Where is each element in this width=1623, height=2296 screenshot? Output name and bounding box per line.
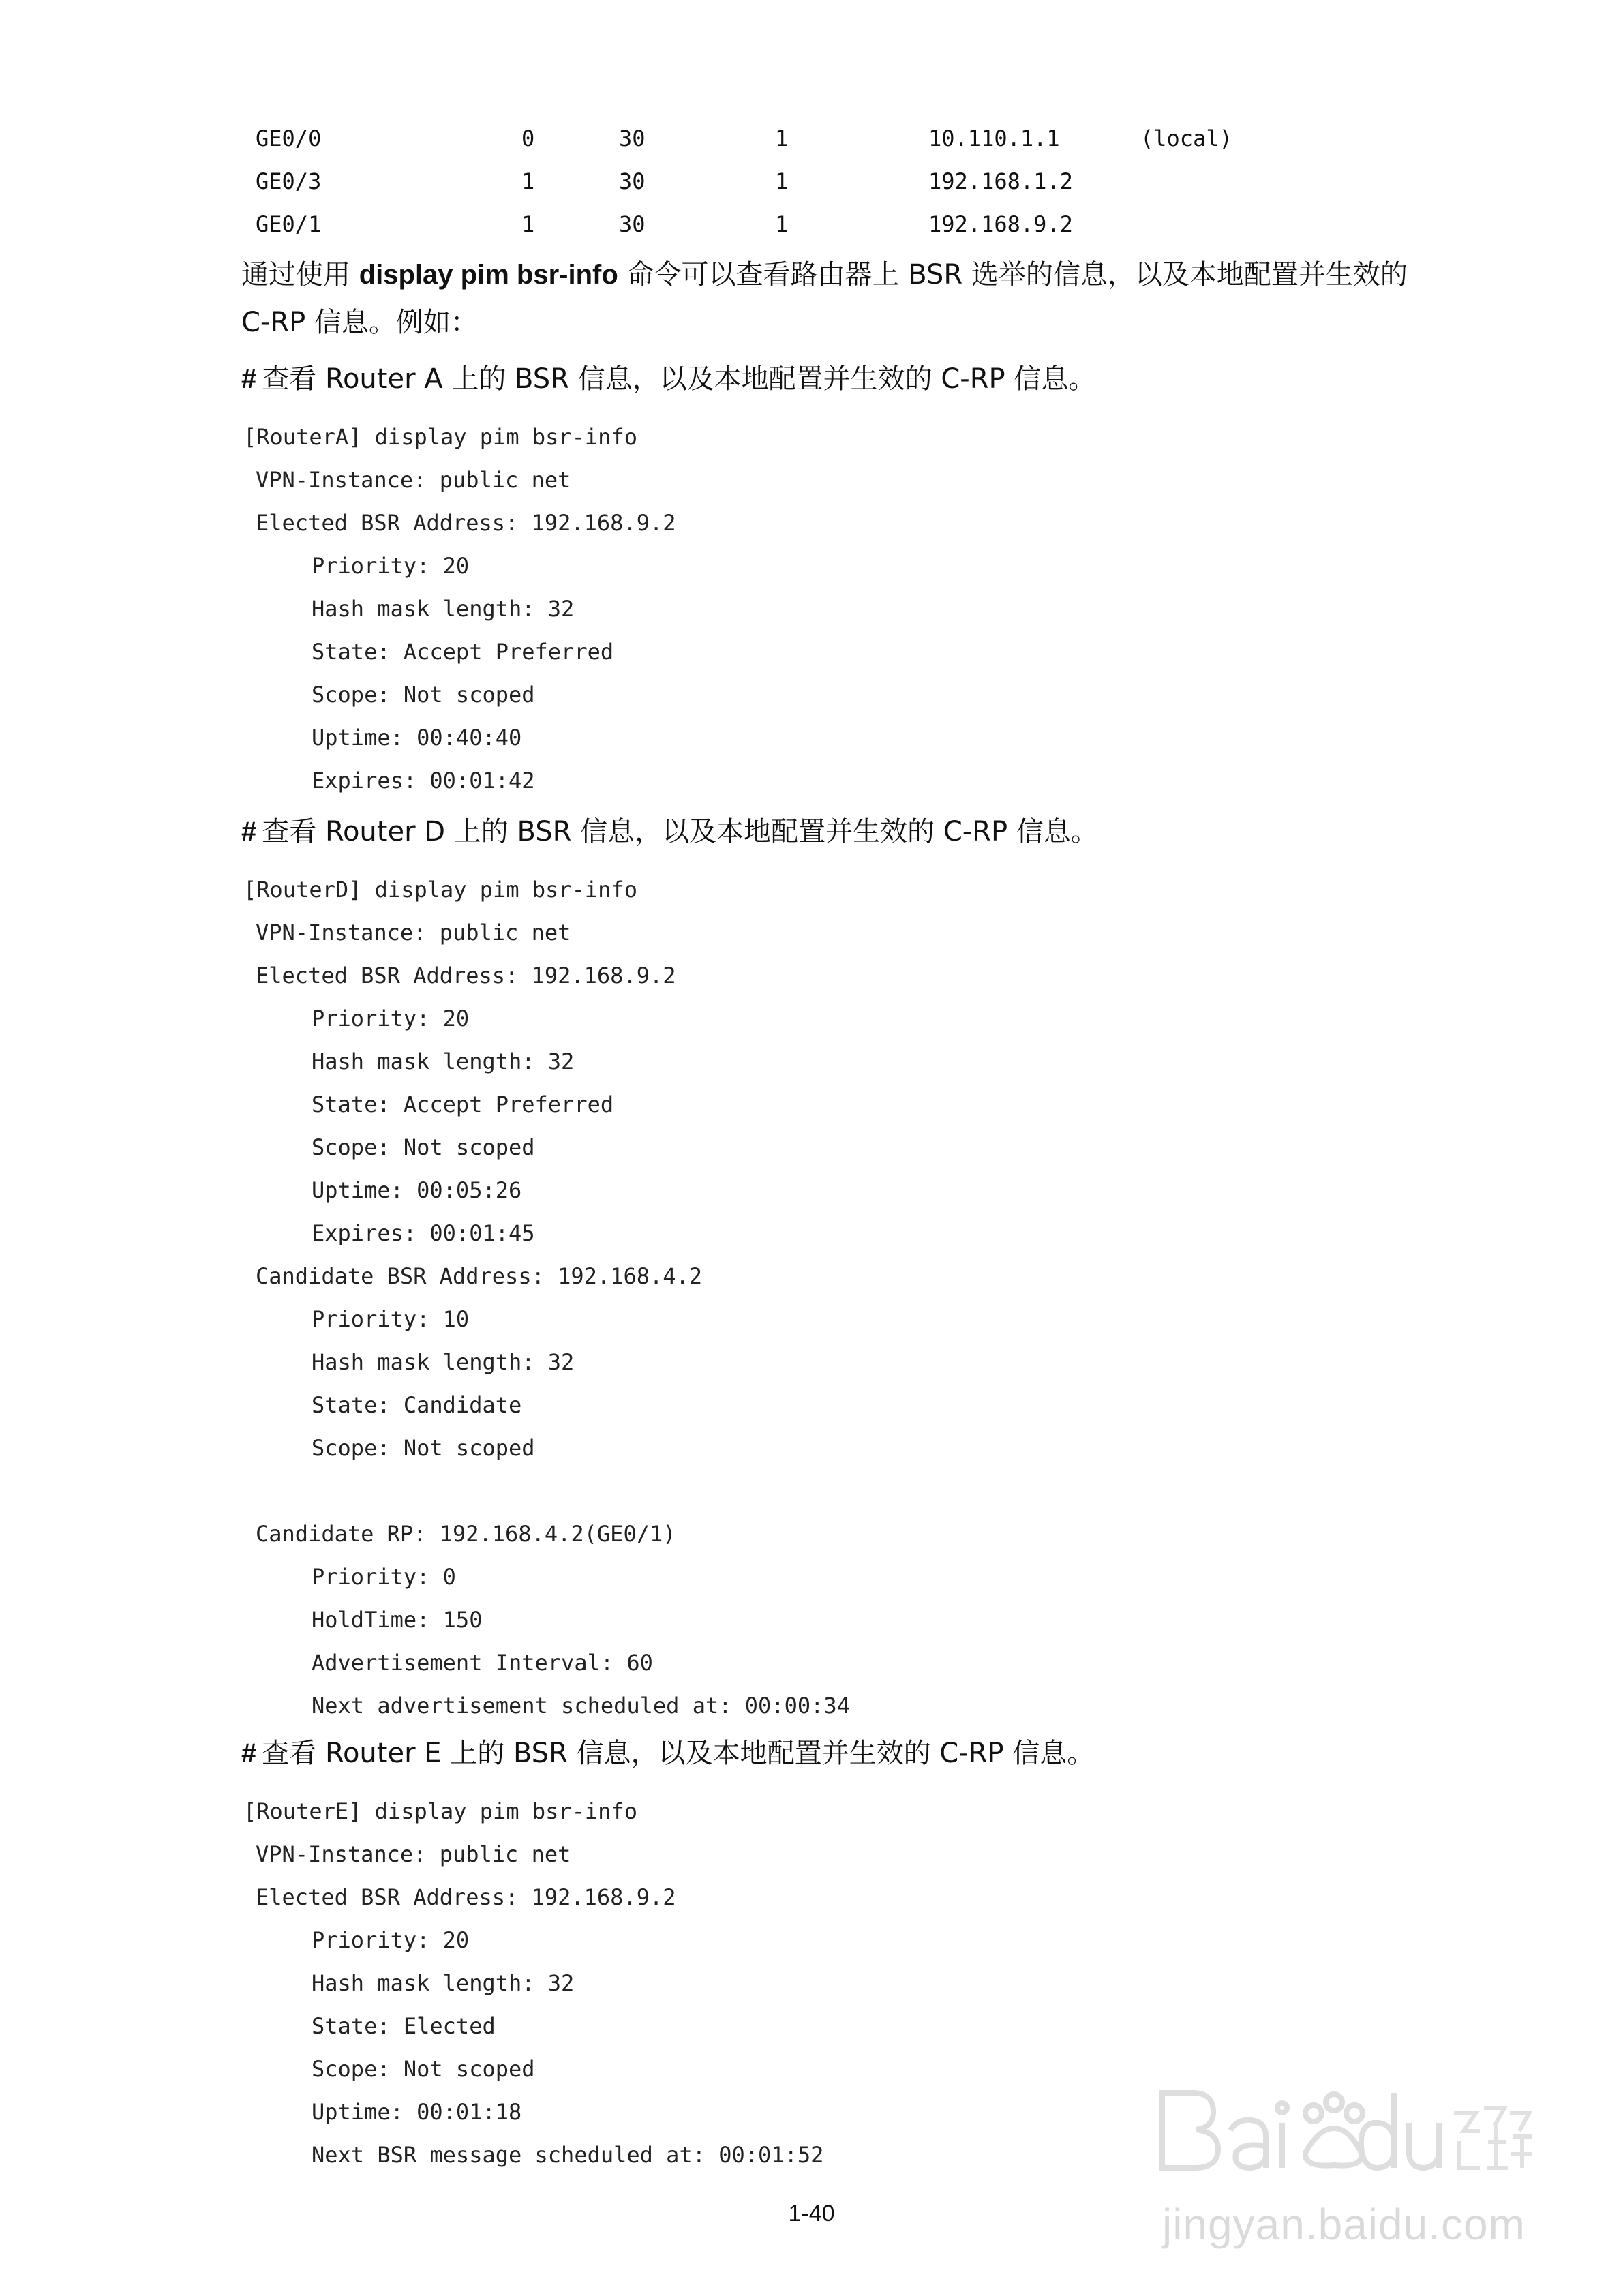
code-line: Elected BSR Address: 192.168.9.2 — [256, 1884, 676, 1910]
blank-line — [243, 1470, 1402, 1513]
code-block-router-d — [243, 868, 1402, 1727]
code-line: Uptime: 00:40:40 — [312, 725, 522, 751]
table-cell: 1 — [775, 211, 789, 237]
table-cell: 1 — [521, 168, 535, 194]
table-cell: 1 — [775, 125, 789, 151]
table-cell: 30 — [619, 211, 646, 237]
table-cell: GE0/0 — [256, 125, 322, 151]
code-line: Next BSR message scheduled at: 00:01:52 — [312, 2142, 824, 2168]
hash-marker: # — [241, 1738, 257, 1768]
heading-text: 查看 Router D 上的 BSR 信息，以及本地配置并生效的 C-RP 信息。 — [262, 816, 1098, 847]
section-heading-router-e — [241, 1729, 1489, 1777]
code-line: Next advertisement scheduled at: 00:00:34 — [312, 1693, 850, 1719]
code-line: Expires: 00:01:45 — [312, 1220, 535, 1246]
intro-paragraph — [241, 251, 1489, 346]
code-line: Elected BSR Address: 192.168.9.2 — [256, 510, 676, 536]
code-line: Candidate RP: 192.168.4.2(GE0/1) — [256, 1521, 676, 1547]
intro-line-2: C-RP 信息。例如： — [241, 307, 478, 338]
code-line: State: Candidate — [312, 1392, 522, 1418]
code-line: Scope: Not scoped — [312, 2056, 535, 2082]
table-row — [256, 117, 1346, 160]
code-line: VPN-Instance: public net — [256, 1841, 571, 1867]
code-line: Candidate BSR Address: 192.168.4.2 — [256, 1263, 703, 1289]
page-number: 1-40 — [788, 2201, 835, 2226]
command-name: display pim bsr-info — [359, 260, 618, 290]
table-cell: GE0/3 — [256, 168, 322, 194]
code-line: Uptime: 00:05:26 — [312, 1177, 522, 1203]
code-line: Advertisement Interval: 60 — [312, 1650, 653, 1676]
code-line: HoldTime: 150 — [312, 1607, 483, 1633]
intro-pre: 通过使用 — [241, 259, 359, 290]
table-cell: 0 — [521, 125, 535, 151]
code-line: [RouterD] display pim bsr-info — [243, 877, 637, 903]
code-line: Expires: 00:01:42 — [312, 768, 535, 794]
code-line: Priority: 20 — [312, 1927, 470, 1953]
code-line: [RouterA] display pim bsr-info — [243, 424, 637, 450]
baidu-watermark — [1155, 2066, 1537, 2263]
hash-marker: # — [241, 817, 257, 847]
table-row — [256, 160, 1346, 203]
code-line: Priority: 10 — [312, 1306, 470, 1332]
code-block-router-a — [243, 416, 1402, 802]
table-cell: 192.168.1.2 — [928, 168, 1073, 194]
hash-marker: # — [241, 364, 257, 394]
code-line: Scope: Not scoped — [312, 682, 535, 708]
table-cell: 30 — [619, 168, 646, 194]
code-line: State: Accept Preferred — [312, 639, 614, 665]
baidu-paw-icon — [1155, 2066, 1537, 2181]
code-line: Hash mask length: 32 — [312, 596, 575, 622]
table-cell: GE0/1 — [256, 211, 322, 237]
code-line: VPN-Instance: public net — [256, 467, 571, 493]
code-line: Scope: Not scoped — [312, 1435, 535, 1461]
code-line: Priority: 20 — [312, 553, 470, 579]
section-heading-router-a — [241, 355, 1489, 403]
code-line: State: Accept Preferred — [312, 1091, 614, 1117]
table-row — [256, 203, 1346, 246]
interface-table — [256, 117, 1346, 246]
intro-post: 命令可以查看路由器上 BSR 选举的信息，以及本地配置并生效的 — [618, 259, 1408, 290]
code-line: Hash mask length: 32 — [312, 1970, 575, 1996]
code-line: Uptime: 00:01:18 — [312, 2099, 522, 2125]
heading-text: 查看 Router E 上的 BSR 信息，以及本地配置并生效的 C-RP 信息。 — [262, 1738, 1095, 1769]
intro-line-1 — [241, 251, 1489, 299]
code-line: Priority: 0 — [312, 1564, 456, 1590]
table-cell: 1 — [521, 211, 535, 237]
code-line: Hash mask length: 32 — [312, 1349, 575, 1375]
code-line: Scope: Not scoped — [312, 1134, 535, 1160]
code-line: [RouterE] display pim bsr-info — [243, 1798, 637, 1824]
table-cell: (local) — [1140, 125, 1232, 151]
code-line: Hash mask length: 32 — [312, 1048, 575, 1074]
table-cell: 1 — [775, 168, 789, 194]
code-line: State: Elected — [312, 2013, 496, 2039]
code-line: Priority: 20 — [312, 1006, 470, 1031]
table-cell: 10.110.1.1 — [928, 125, 1060, 151]
section-heading-router-d — [241, 808, 1489, 856]
table-cell: 192.168.9.2 — [928, 211, 1073, 237]
table-cell: 30 — [619, 125, 646, 151]
watermark-site: jingyan.baidu.com — [1162, 2200, 1526, 2249]
code-line: Elected BSR Address: 192.168.9.2 — [256, 963, 676, 988]
heading-text: 查看 Router A 上的 BSR 信息，以及本地配置并生效的 C-RP 信息。 — [262, 363, 1096, 395]
code-line: VPN-Instance: public net — [256, 920, 571, 946]
